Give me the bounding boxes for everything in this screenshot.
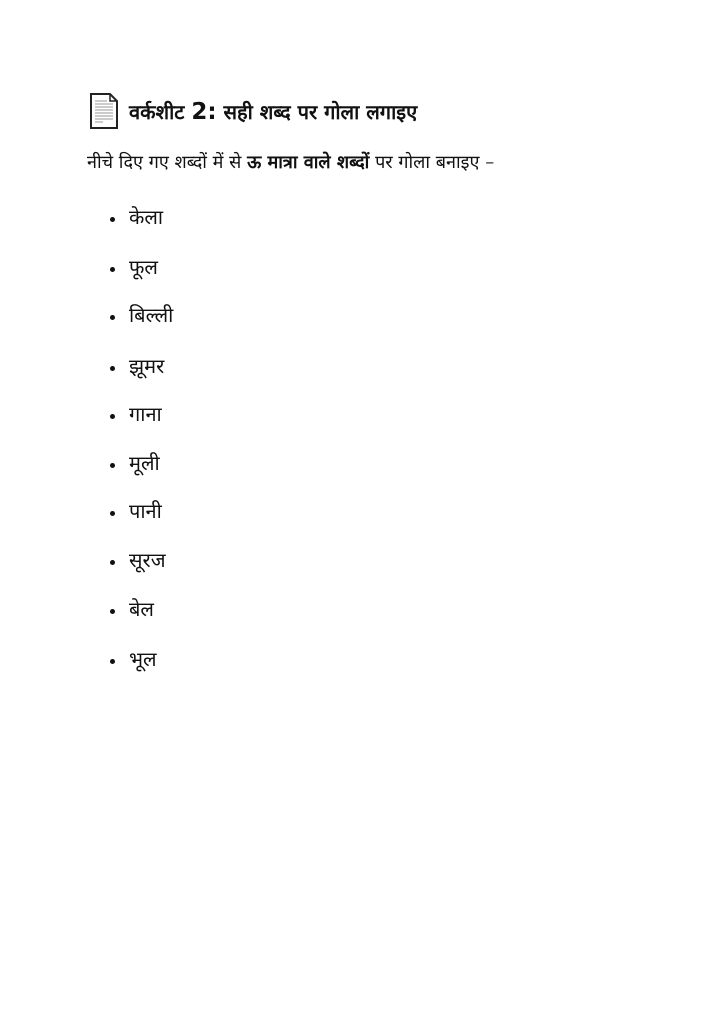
bullet-icon [110, 560, 115, 565]
bullet-icon [110, 414, 115, 419]
title-number: 2: [191, 98, 217, 125]
list-item[interactable] [110, 350, 164, 380]
instruction-part1: नीचे दिए गए शब्दों में से [87, 152, 248, 173]
word: फूल [129, 254, 158, 279]
word: सूरज [129, 547, 166, 572]
word: झूमर [129, 353, 165, 378]
instruction-part2: पर गोला बनाइए [369, 152, 486, 173]
list-item[interactable] [110, 251, 158, 281]
bullet-icon [110, 267, 115, 272]
list-item[interactable] [110, 544, 166, 574]
list-item[interactable] [110, 447, 160, 477]
word: बिल्ली [129, 302, 174, 327]
instruction-text [87, 150, 494, 174]
title-suffix: सही शब्द पर गोला लगाइए [216, 99, 418, 124]
title-prefix: वर्कशीट [129, 99, 192, 124]
list-item[interactable] [110, 593, 154, 623]
word: भूल [129, 646, 157, 671]
instruction-dash: – [485, 152, 495, 173]
bullet-icon [110, 511, 115, 516]
list-item[interactable] [110, 201, 163, 231]
bullet-icon [110, 217, 115, 222]
bullet-icon [110, 366, 115, 371]
bullet-icon [110, 659, 115, 664]
bullet-icon [110, 609, 115, 614]
word: पानी [129, 498, 162, 523]
word: बेल [129, 596, 154, 621]
instruction-bold: ऊ मात्रा वाले शब्दों [247, 152, 370, 173]
worksheet-header [89, 92, 417, 130]
list-item[interactable] [110, 643, 157, 673]
bullet-icon [110, 315, 115, 320]
worksheet-title [129, 98, 417, 125]
bullet-icon [110, 463, 115, 468]
document-icon [89, 92, 119, 130]
word: मूली [129, 450, 160, 475]
word: केला [129, 204, 164, 229]
list-item[interactable] [110, 398, 162, 428]
list-item[interactable] [110, 495, 162, 525]
word: गाना [129, 401, 162, 426]
list-item[interactable] [110, 299, 173, 329]
